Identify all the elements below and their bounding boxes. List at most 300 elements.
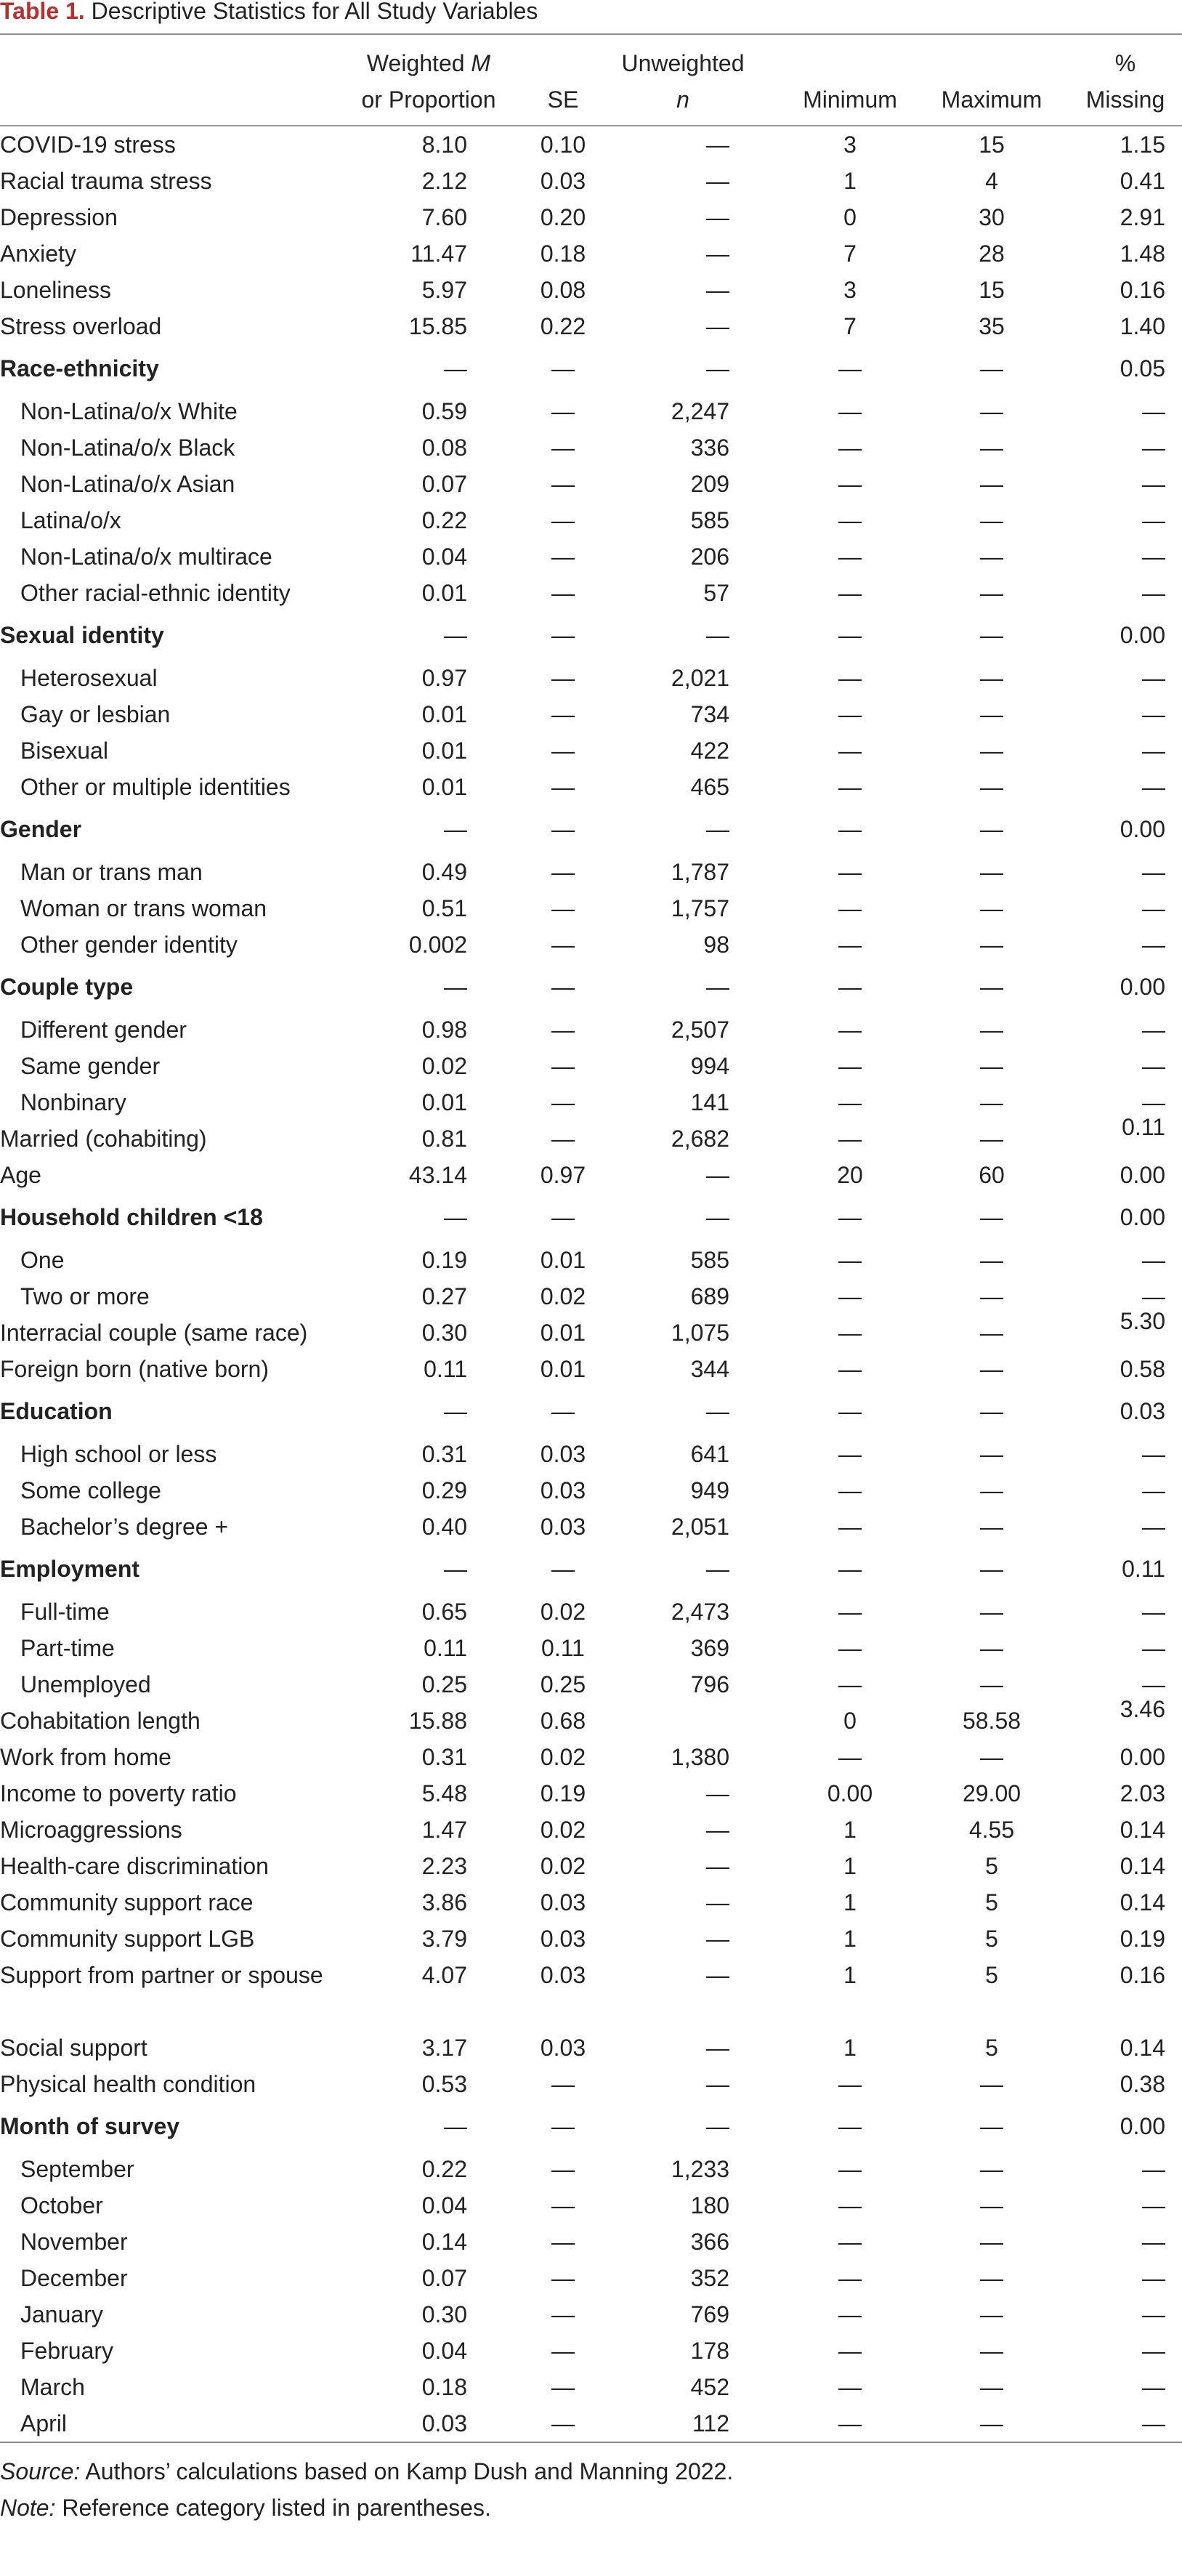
table-row [0, 2151, 1182, 2187]
unweighted-n-cell: — [706, 1398, 729, 1424]
minimum-cell: 1 [843, 1817, 857, 1843]
row-label: Non-Latina/o/x Asian [20, 471, 235, 497]
weighted-m-cell: 1.47 [421, 1817, 467, 1843]
unweighted-n-cell: — [706, 2035, 729, 2061]
row-label: September [20, 2156, 134, 2182]
table-row [0, 1848, 1182, 1884]
minimum-cell: — [838, 2374, 862, 2400]
maximum-cell: — [980, 580, 1003, 606]
weighted-m-cell: 0.08 [421, 435, 467, 461]
minimum-cell: — [838, 1556, 862, 1582]
missing-cell: 2.03 [1120, 1780, 1165, 1806]
table-row [0, 2187, 1182, 2224]
weighted-m-cell: 3.86 [421, 1889, 467, 1915]
unweighted-n-cell: 796 [690, 1671, 729, 1697]
note-label: Note: [0, 2495, 56, 2521]
row-label: Heterosexual [20, 665, 158, 691]
table-row [0, 1472, 1182, 1509]
unweighted-n-cell: 178 [690, 2338, 729, 2364]
weighted-m-cell: 0.97 [421, 665, 467, 691]
row-label: Bachelor’s degree + [20, 1514, 229, 1540]
unweighted-n-cell: 949 [690, 1477, 729, 1503]
missing-cell: 1.48 [1120, 241, 1165, 267]
missing-cell: — [1142, 2410, 1165, 2436]
maximum-cell: — [980, 1441, 1003, 1467]
se-cell: 0.19 [540, 1780, 586, 1806]
weighted-m-cell: 3.79 [421, 1926, 467, 1952]
minimum-cell: — [838, 1599, 862, 1625]
row-label: Physical health condition [0, 2071, 256, 2097]
row-label: Full-time [20, 1599, 110, 1625]
missing-cell: 0.00 [1120, 1162, 1165, 1188]
row-label: April [20, 2410, 68, 2436]
row-label: Other gender identity [20, 932, 238, 958]
maximum-cell: — [980, 398, 1003, 424]
row-label: Bisexual [20, 738, 108, 764]
se-cell: 0.03 [540, 2035, 586, 2061]
row-label: Interracial couple (same race) [0, 1320, 308, 1346]
missing-cell: 1.40 [1120, 313, 1165, 339]
maximum-cell: — [980, 471, 1003, 497]
maximum-cell: — [980, 1053, 1003, 1079]
minimum-cell: — [838, 665, 862, 691]
minimum-cell: — [838, 507, 862, 533]
maximum-cell: — [980, 816, 1003, 842]
section-row [0, 1545, 1182, 1594]
header-se: SE [547, 86, 579, 113]
unweighted-n-cell: 769 [690, 2301, 729, 2327]
se-cell: — [551, 738, 575, 764]
maximum-cell: — [980, 665, 1003, 691]
minimum-cell: 1 [843, 1889, 857, 1915]
se-cell: — [551, 1017, 575, 1043]
missing-cell: — [1142, 895, 1165, 921]
weighted-m-cell: 0.59 [421, 398, 467, 424]
weighted-m-cell: 0.29 [421, 1477, 467, 1503]
minimum-cell: — [838, 974, 862, 1000]
maximum-cell: 5 [985, 1926, 998, 1952]
row-label: Income to poverty ratio [0, 1780, 237, 1806]
maximum-cell: — [980, 932, 1003, 958]
weighted-m-cell: 0.31 [421, 1744, 467, 1770]
minimum-cell: — [838, 1320, 862, 1346]
row-label: Community support LGB [0, 1926, 255, 1952]
table-row [0, 575, 1182, 611]
unweighted-n-cell: 2,247 [671, 398, 729, 424]
table-row [0, 538, 1182, 575]
unweighted-n-cell: 141 [690, 1089, 729, 1115]
row-label: Latina/o/x [20, 507, 121, 533]
table-row [0, 2030, 1182, 2066]
se-cell: 0.11 [541, 1635, 585, 1661]
maximum-cell: — [980, 355, 1003, 381]
minimum-cell: — [838, 1398, 862, 1424]
row-label: Month of survey [0, 2113, 180, 2139]
minimum-cell: 0 [843, 204, 857, 230]
table-row [0, 660, 1182, 696]
weighted-m-cell: 0.002 [408, 932, 467, 958]
weighted-m-cell: 0.18 [421, 2374, 467, 2400]
maximum-cell: 35 [979, 313, 1005, 339]
unweighted-n-cell: 369 [690, 1635, 729, 1661]
row-label: COVID-19 stress [0, 132, 176, 158]
minimum-cell: — [838, 622, 862, 648]
missing-cell: 0.05 [1120, 355, 1165, 381]
unweighted-n-cell: — [706, 313, 729, 339]
header-n-line2: n [676, 86, 689, 113]
table-row [0, 393, 1182, 429]
row-label: Nonbinary [20, 1089, 126, 1115]
table-header [0, 35, 1182, 125]
reference-note [0, 2490, 1182, 2526]
unweighted-n-cell: 206 [690, 544, 729, 570]
minimum-cell: — [838, 471, 862, 497]
se-cell: — [551, 974, 575, 1000]
weighted-m-cell: — [444, 1204, 467, 1230]
se-cell: — [551, 665, 575, 691]
maximum-cell: 4 [985, 168, 998, 194]
minimum-cell: 0.00 [827, 1780, 873, 1806]
table-row [0, 1666, 1182, 1703]
se-cell: — [551, 859, 575, 885]
minimum-cell: — [838, 701, 862, 727]
weighted-m-cell: 0.31 [421, 1441, 467, 1467]
minimum-cell: — [838, 1671, 862, 1697]
unweighted-n-cell: — [706, 1889, 729, 1915]
se-cell: 0.02 [540, 1817, 586, 1843]
missing-cell: 0.00 [1120, 1204, 1165, 1230]
unweighted-n-cell: 1,233 [671, 2156, 729, 2182]
table-row [0, 1157, 1182, 1193]
se-cell: — [551, 544, 575, 570]
maximum-cell: — [980, 2071, 1003, 2097]
se-cell: 0.02 [540, 1744, 586, 1770]
table-row [0, 2066, 1182, 2102]
se-cell: — [551, 1089, 575, 1115]
maximum-cell: — [980, 1398, 1003, 1424]
se-cell: — [551, 507, 575, 533]
weighted-m-cell: 0.04 [421, 2192, 467, 2218]
unweighted-n-cell: 344 [690, 1356, 729, 1382]
section-row [0, 1387, 1182, 1436]
weighted-m-cell: 0.02 [421, 1053, 467, 1079]
se-cell: — [551, 2265, 575, 2291]
minimum-cell: — [838, 1356, 862, 1382]
minimum-cell: — [838, 1744, 862, 1770]
maximum-cell: 4.55 [968, 1817, 1015, 1843]
maximum-cell: — [980, 1126, 1003, 1152]
se-cell: — [551, 2113, 575, 2139]
table-row [0, 199, 1182, 235]
se-cell: — [551, 816, 575, 842]
maximum-cell: — [980, 2156, 1003, 2182]
missing-cell: — [1142, 1283, 1165, 1309]
minimum-cell: — [838, 2229, 862, 2255]
minimum-cell: — [838, 1477, 862, 1503]
se-cell: — [551, 2410, 575, 2436]
unweighted-n-cell: — [706, 1853, 729, 1879]
table-row [0, 308, 1182, 344]
weighted-m-cell: 0.01 [421, 580, 467, 606]
se-cell: 0.01 [540, 1356, 586, 1382]
se-cell: 0.03 [540, 1477, 586, 1503]
missing-cell: 0.16 [1120, 1962, 1165, 1988]
maximum-cell: — [980, 1477, 1003, 1503]
maximum-cell: — [980, 1514, 1003, 1540]
maximum-cell: — [980, 1320, 1003, 1346]
maximum-cell: — [980, 859, 1003, 885]
header-weighted-m [356, 45, 501, 118]
maximum-cell: — [980, 2374, 1003, 2400]
se-cell: — [551, 622, 575, 648]
unweighted-n-cell: — [706, 355, 729, 381]
minimum-cell: — [838, 355, 862, 381]
table-row [0, 696, 1182, 732]
se-cell: — [551, 2374, 575, 2400]
maximum-cell: 58.58 [962, 1708, 1021, 1734]
se-cell: — [551, 895, 575, 921]
weighted-m-cell: 0.27 [421, 1283, 467, 1309]
row-label: Two or more [20, 1283, 150, 1309]
row-label: February [20, 2338, 114, 2364]
unweighted-n-cell: 2,507 [671, 1017, 729, 1043]
se-cell: — [551, 774, 575, 800]
row-label: Foreign born (native born) [0, 1356, 269, 1382]
se-cell: 0.02 [540, 1853, 586, 1879]
missing-cell: — [1142, 932, 1165, 958]
table-row [0, 466, 1182, 502]
se-cell: 0.03 [540, 1889, 586, 1915]
row-label: Other or multiple identities [20, 774, 291, 800]
missing-cell: 3.46 [1120, 1696, 1165, 1722]
missing-cell: — [1142, 2301, 1165, 2327]
weighted-m-cell: 7.60 [421, 204, 467, 230]
minimum-cell: 1 [843, 1853, 857, 1879]
maximum-cell: — [980, 1247, 1003, 1273]
row-label: Community support race [0, 1889, 254, 1915]
row-label: Cohabitation length [0, 1708, 201, 1734]
minimum-cell: 3 [843, 132, 857, 158]
row-label: Gay or lesbian [20, 701, 171, 727]
minimum-cell: 1 [843, 2035, 857, 2061]
missing-cell: — [1142, 2156, 1165, 2182]
missing-cell: — [1142, 1671, 1165, 1697]
row-label: November [20, 2229, 128, 2255]
unweighted-n-cell: — [706, 1162, 729, 1188]
maximum-cell: — [980, 1204, 1003, 1230]
source-note [0, 2453, 1182, 2490]
header-miss-line2: Missing [1085, 86, 1165, 113]
se-cell: 0.22 [540, 313, 586, 339]
missing-cell: 0.38 [1120, 2071, 1165, 2097]
row-label: Married (cohabiting) [0, 1126, 207, 1152]
weighted-m-cell: — [444, 2113, 467, 2139]
maximum-cell: — [980, 2113, 1003, 2139]
missing-cell: — [1142, 701, 1165, 727]
se-cell: 0.18 [540, 241, 586, 267]
row-label: Health-care discrimination [0, 1853, 269, 1879]
unweighted-n-cell: — [706, 816, 729, 842]
weighted-m-cell: 0.04 [421, 544, 467, 570]
unweighted-n-cell: 465 [690, 774, 729, 800]
minimum-cell: 1 [843, 168, 857, 194]
row-label: Woman or trans woman [20, 895, 267, 921]
minimum-cell: — [838, 859, 862, 885]
row-label: Social support [0, 2035, 147, 2061]
unweighted-n-cell: 422 [690, 738, 729, 764]
weighted-m-cell: 0.03 [421, 2410, 467, 2436]
unweighted-n-cell: — [706, 241, 729, 267]
row-label: Education [0, 1398, 113, 1424]
row-label: Couple type [0, 974, 134, 1000]
weighted-m-cell: — [444, 622, 467, 648]
table-row [0, 1775, 1182, 1812]
unweighted-n-cell: 1,787 [671, 859, 729, 885]
missing-cell: — [1142, 665, 1165, 691]
missing-cell: — [1142, 435, 1165, 461]
weighted-m-cell: 0.22 [421, 507, 467, 533]
missing-cell: — [1142, 2265, 1165, 2291]
maximum-cell: 28 [979, 241, 1005, 267]
table-row [0, 1048, 1182, 1084]
maximum-cell: — [980, 974, 1003, 1000]
table-row [0, 1084, 1182, 1121]
unweighted-n-cell: 180 [690, 2192, 729, 2218]
row-label: Different gender [20, 1017, 187, 1043]
row-label: Sexual identity [0, 622, 164, 648]
weighted-m-cell: — [444, 974, 467, 1000]
row-label: Part-time [20, 1635, 115, 1661]
weighted-m-cell: 0.01 [421, 701, 467, 727]
table-row [0, 2369, 1182, 2405]
se-cell: — [551, 2229, 575, 2255]
row-label: Some college [20, 1477, 161, 1503]
weighted-m-cell: 2.12 [421, 168, 467, 194]
section-row [0, 344, 1182, 393]
maximum-cell: 5 [985, 1889, 998, 1915]
minimum-cell: — [838, 1283, 862, 1309]
missing-cell: 0.58 [1120, 1356, 1165, 1382]
minimum-cell: — [838, 774, 862, 800]
minimum-cell: 7 [843, 313, 857, 339]
maximum-cell: — [980, 1356, 1003, 1382]
se-cell: — [551, 435, 575, 461]
maximum-cell: — [980, 2229, 1003, 2255]
weighted-m-cell: 0.22 [421, 2156, 467, 2182]
minimum-cell: — [838, 1204, 862, 1230]
missing-cell: 0.14 [1120, 2035, 1165, 2061]
unweighted-n-cell: 336 [690, 435, 729, 461]
row-label: Gender [0, 816, 82, 842]
weighted-m-cell: 0.81 [421, 1126, 467, 1152]
row-label: January [20, 2301, 103, 2327]
table-row [0, 1630, 1182, 1666]
weighted-m-cell: 3.17 [421, 2035, 467, 2061]
row-label: Stress overload [0, 313, 162, 339]
weighted-m-cell: — [444, 816, 467, 842]
unweighted-n-cell: 209 [690, 471, 729, 497]
minimum-cell: — [838, 2113, 862, 2139]
minimum-cell: — [838, 1089, 862, 1115]
missing-cell: 0.19 [1120, 1926, 1165, 1952]
weighted-m-cell: 11.47 [410, 241, 467, 267]
row-label: High school or less [20, 1441, 217, 1467]
minimum-cell: — [838, 1017, 862, 1043]
unweighted-n-cell: — [706, 2113, 729, 2139]
minimum-cell: — [838, 816, 862, 842]
table-notes [0, 2443, 1182, 2526]
maximum-cell: — [980, 507, 1003, 533]
table-row [0, 1739, 1182, 1775]
maximum-cell: 15 [979, 132, 1005, 158]
se-cell: 0.03 [540, 168, 586, 194]
minimum-cell: — [838, 2338, 862, 2364]
header-m-line2: or Proportion [361, 86, 496, 113]
table-row [0, 2296, 1182, 2333]
source-text: Authors’ calculations based on Kamp Dush and Manning 2022. [80, 2458, 734, 2484]
table-row [0, 1957, 1182, 2030]
minimum-cell: — [838, 1635, 862, 1661]
weighted-m-cell: 0.19 [421, 1247, 467, 1273]
missing-cell: 0.03 [1120, 1398, 1165, 1424]
table-row [0, 1594, 1182, 1630]
missing-cell: — [1142, 398, 1165, 424]
missing-cell: — [1142, 2374, 1165, 2400]
missing-cell: — [1142, 2192, 1165, 2218]
se-cell: — [551, 2338, 575, 2364]
row-label: Other racial-ethnic identity [20, 580, 291, 606]
maximum-cell: — [980, 1599, 1003, 1625]
table-row [0, 2260, 1182, 2296]
unweighted-n-cell: 585 [690, 1247, 729, 1273]
unweighted-n-cell: 2,682 [671, 1126, 729, 1152]
unweighted-n-cell: — [706, 1926, 729, 1952]
header-miss-line1: % [1114, 50, 1136, 76]
row-label: Loneliness [0, 277, 111, 303]
unweighted-n-cell: — [706, 1204, 729, 1230]
row-label: Non-Latina/o/x Black [20, 435, 235, 461]
table-row [0, 2405, 1182, 2442]
row-label: Work from home [0, 1744, 171, 1770]
se-cell: — [551, 2192, 575, 2218]
header-unweighted-n [618, 45, 748, 118]
row-label: Racial trauma stress [0, 168, 212, 194]
maximum-cell: — [980, 895, 1003, 921]
unweighted-n-cell: 2,473 [671, 1599, 729, 1625]
unweighted-n-cell: 366 [690, 2229, 729, 2255]
missing-cell: — [1142, 2229, 1165, 2255]
missing-cell: — [1142, 471, 1165, 497]
table-row [0, 272, 1182, 308]
maximum-cell: 30 [979, 204, 1005, 230]
missing-cell: — [1142, 1477, 1165, 1503]
minimum-cell: — [838, 738, 862, 764]
weighted-m-cell: 0.01 [421, 774, 467, 800]
minimum-cell: — [838, 895, 862, 921]
missing-cell: — [1142, 774, 1165, 800]
maximum-cell: — [980, 1283, 1003, 1309]
row-label: Non-Latina/o/x multirace [20, 544, 272, 570]
table-title: Descriptive Statistics for All Study Variables [91, 0, 538, 24]
row-label: October [20, 2192, 103, 2218]
unweighted-n-cell: — [706, 1817, 729, 1843]
table-row [0, 1884, 1182, 1921]
unweighted-n-cell: 2,051 [671, 1514, 729, 1540]
se-cell: 0.10 [540, 132, 586, 158]
table-row [0, 1812, 1182, 1848]
weighted-m-cell: 0.53 [421, 2071, 467, 2097]
se-cell: — [551, 932, 575, 958]
